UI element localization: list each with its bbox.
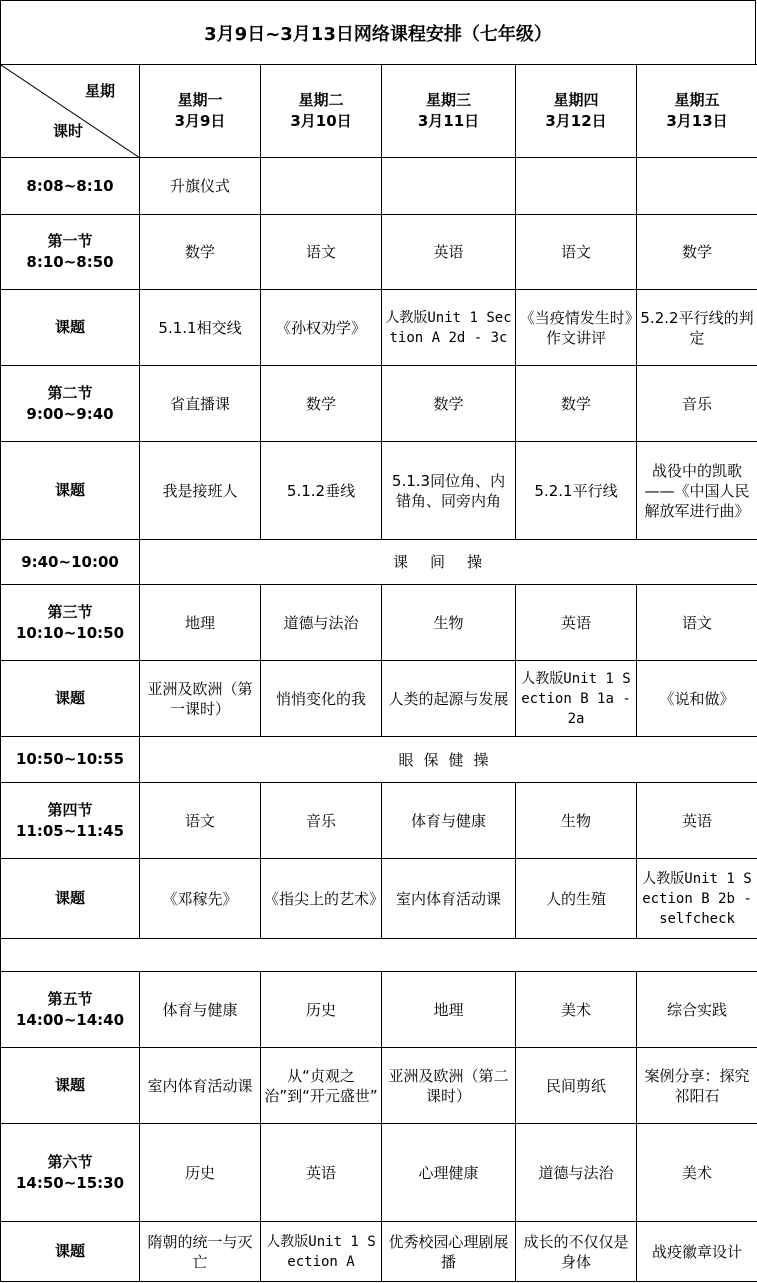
period-time: 8:10~8:50 (26, 253, 114, 271)
day-name: 星期三 (425, 91, 471, 109)
subject-cell: 语文 (637, 585, 757, 661)
subject-cell: 数学 (516, 366, 637, 442)
topic-cell: 案例分享：探究祁阳石 (637, 1048, 757, 1124)
period-row (1, 1124, 757, 1222)
period-label-cell (1, 215, 140, 290)
break-activity: 课间操 (140, 540, 757, 585)
topic-cell: 人类的起源与发展 (382, 661, 516, 737)
topic-cell: 隋朝的统一与灭亡 (140, 1222, 261, 1282)
topic-cell: 我是接班人 (140, 442, 261, 540)
day-date: 3月9日 (174, 112, 226, 130)
topic-row (1, 1222, 757, 1282)
subject-cell: 美术 (637, 1124, 757, 1222)
activity-cell: 升旗仪式 (140, 158, 261, 215)
weekday-axis-label: 星期 (84, 82, 115, 100)
lunch-gap-row (1, 939, 757, 972)
period-label-cell (1, 366, 140, 442)
topic-cell: 《当疫情发生时》作文讲评 (516, 290, 637, 366)
subject-cell: 体育与健康 (140, 972, 261, 1048)
period-label: 第三节 (47, 602, 93, 621)
subject-cell: 语文 (261, 215, 382, 290)
subject-cell: 语文 (140, 783, 261, 859)
topic-cell: 室内体育活动课 (140, 1048, 261, 1124)
day-header (382, 65, 516, 158)
subject-cell: 美术 (516, 972, 637, 1048)
break-row (1, 737, 757, 783)
diagonal-divider (1, 65, 140, 158)
time-cell: 8:08~8:10 (1, 158, 140, 215)
topic-label: 课题 (1, 859, 140, 939)
topic-label: 课题 (1, 661, 140, 737)
period-time: 9:00~9:40 (26, 404, 114, 423)
topic-cell: 人教版Unit 1 Section A (261, 1222, 382, 1282)
subject-cell: 道德与法治 (261, 585, 382, 661)
period-row (1, 783, 757, 859)
page-title: 3月9日~3月13日网络课程安排（七年级） (0, 0, 756, 64)
subject-cell: 历史 (261, 972, 382, 1048)
period-time: 14:00~14:40 (15, 1010, 125, 1029)
period-label: 第五节 (47, 989, 93, 1008)
period-axis-label: 课时 (53, 122, 84, 140)
topic-cell: 亚洲及欧洲（第二课时） (382, 1048, 516, 1124)
topic-cell: 5.1.3同位角、内错角、同旁内角 (382, 442, 516, 540)
topic-cell: 成长的不仅仅是身体 (516, 1222, 637, 1282)
subject-cell: 历史 (140, 1124, 261, 1222)
topic-label: 课题 (1, 290, 140, 366)
subject-cell: 数学 (382, 366, 516, 442)
break-time: 9:40~10:00 (1, 540, 140, 585)
day-header (261, 65, 382, 158)
break-activity: 眼保健操 (140, 737, 757, 783)
topic-row (1, 442, 757, 540)
topic-cell: 人的生殖 (516, 859, 637, 939)
topic-label: 课题 (1, 442, 140, 540)
topic-cell: 《孙权劝学》 (261, 290, 382, 366)
period-row (1, 972, 757, 1048)
corner-header-cell (1, 65, 140, 158)
activity-cell (516, 158, 637, 215)
topic-cell: 亚洲及欧洲（第一课时） (140, 661, 261, 737)
day-date: 3月11日 (417, 112, 480, 130)
topic-cell: 人教版Unit 1 Section B 1a - 2a (516, 661, 637, 737)
topic-row (1, 859, 757, 939)
break-time: 10:50~10:55 (1, 737, 140, 783)
period-label-cell (1, 783, 140, 859)
topic-cell: 5.1.2垂线 (261, 442, 382, 540)
topic-cell: 战役中的凯歌——《中国人民解放军进行曲》 (637, 442, 757, 540)
topic-cell: 战疫徽章设计 (637, 1222, 757, 1282)
topic-cell: 《邓稼先》 (140, 859, 261, 939)
topic-cell: 5.1.1相交线 (140, 290, 261, 366)
topic-label: 课题 (1, 1222, 140, 1282)
period-label-cell (1, 972, 140, 1048)
subject-cell: 英语 (382, 215, 516, 290)
topic-cell: 《说和做》 (637, 661, 757, 737)
subject-cell: 英语 (516, 585, 637, 661)
day-name: 星期五 (674, 91, 720, 109)
subject-cell: 心理健康 (382, 1124, 516, 1222)
schedule-table (0, 64, 757, 1282)
day-date: 3月13日 (666, 112, 728, 130)
topic-cell: 人教版Unit 1 Section B 2b - selfcheck (637, 859, 757, 939)
day-name: 星期二 (298, 91, 344, 109)
topic-label: 课题 (1, 1048, 140, 1124)
period-label: 第二节 (47, 383, 93, 402)
break-row (1, 540, 757, 585)
subject-cell: 地理 (382, 972, 516, 1048)
period-time: 11:05~11:45 (15, 821, 125, 840)
topic-row (1, 290, 757, 366)
subject-cell: 英语 (261, 1124, 382, 1222)
subject-cell: 英语 (637, 783, 757, 859)
activity-cell (382, 158, 516, 215)
topic-cell: 优秀校园心理剧展播 (382, 1222, 516, 1282)
subject-cell: 生物 (382, 585, 516, 661)
topic-cell: 民间剪纸 (516, 1048, 637, 1124)
topic-row (1, 1048, 757, 1124)
subject-cell: 音乐 (637, 366, 757, 442)
activity-cell (637, 158, 757, 215)
period-label-cell (1, 1124, 140, 1222)
period-time: 10:10~10:50 (15, 623, 125, 642)
day-date: 3月12日 (545, 112, 607, 130)
period-label: 第一节 (47, 232, 93, 250)
subject-cell: 语文 (516, 215, 637, 290)
flag-row (1, 158, 757, 215)
subject-cell: 省直播课 (140, 366, 261, 442)
topic-cell: 人教版Unit 1 Section A 2d - 3c (382, 290, 516, 366)
subject-cell: 体育与健康 (382, 783, 516, 859)
subject-cell: 综合实践 (637, 972, 757, 1048)
subject-cell: 道德与法治 (516, 1124, 637, 1222)
header-row (1, 65, 757, 158)
period-row (1, 215, 757, 290)
topic-cell: 5.2.2平行线的判定 (637, 290, 757, 366)
subject-cell: 音乐 (261, 783, 382, 859)
period-row (1, 585, 757, 661)
day-header (140, 65, 261, 158)
subject-cell: 数学 (261, 366, 382, 442)
topic-cell: 悄悄变化的我 (261, 661, 382, 737)
subject-cell: 数学 (140, 215, 261, 290)
topic-cell: 5.2.1平行线 (516, 442, 637, 540)
period-label: 第四节 (47, 800, 93, 819)
period-label: 第六节 (47, 1152, 93, 1171)
subject-cell: 地理 (140, 585, 261, 661)
topic-cell: 从“贞观之治”到“开元盛世” (261, 1048, 382, 1124)
topic-cell: 室内体育活动课 (382, 859, 516, 939)
period-time: 14:50~15:30 (15, 1173, 125, 1192)
period-row (1, 366, 757, 442)
day-name: 星期一 (177, 91, 223, 109)
subject-cell: 生物 (516, 783, 637, 859)
day-date: 3月10日 (290, 112, 352, 130)
lunch-gap (1, 939, 757, 972)
topic-cell: 《指尖上的艺术》 (261, 859, 382, 939)
day-name: 星期四 (553, 91, 599, 109)
topic-row (1, 661, 757, 737)
activity-cell (261, 158, 382, 215)
day-header (637, 65, 757, 158)
period-label-cell (1, 585, 140, 661)
day-header (516, 65, 637, 158)
subject-cell: 数学 (637, 215, 757, 290)
